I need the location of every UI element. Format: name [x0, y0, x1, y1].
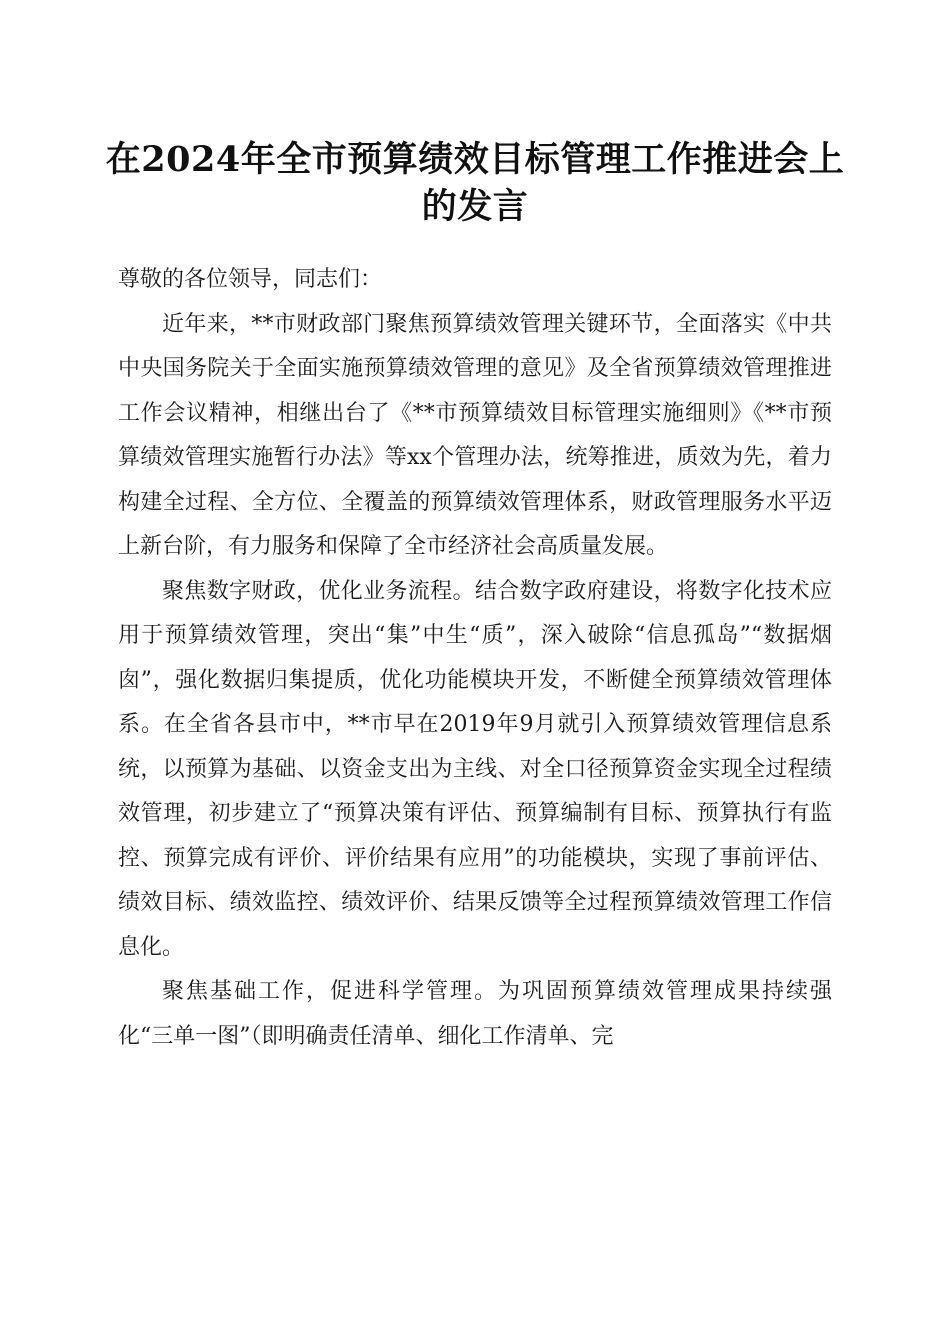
salutation: 尊敬的各位领导，同志们：	[118, 267, 383, 292]
document-title: 在2024年全市预算绩效目标管理工作推进会上的发言	[105, 139, 845, 227]
paragraph-digital-finance: 聚焦数字财政，优化业务流程。结合数字政府建设，将数字化技术应用于预算绩效管理，突出“集”中生“质”，深入破除“信息孤岛”“数据烟囱”，强化数据归集提质，优化功能模块开发，不断健全预算绩效管理体系。在全省各县市中，**市早在2019年9月就引入预算绩效管理信息系统，以预算为基础、以资金支出为主线、对全口径预算资金实现全过程绩效管理，初步建立了“预算决策有评估、预算编制有目标、预算执行有监控、预算完成有评价、评价结果有应用”的功能模块，实现了事前评估、绩效目标、绩效监控、绩效评价、结果反馈等全过程预算绩效管理工作信息化。	[118, 578, 832, 960]
document-body	[118, 258, 832, 1059]
paragraph-intro: 近年来，**市财政部门聚焦预算绩效管理关键环节，全面落实《中共中央国务院关于全面实施预算绩效管理的意见》及全省预算绩效管理推进工作会议精神，相继出台了《**市预算绩效目标管理实施细则》《**市预算绩效管理实施暂行办法》等xx个管理办法，统筹推进，质效为先，着力构建全过程、全方位、全覆盖的预算绩效管理体系，财政管理服务水平迈上新台阶，有力服务和保障了全市经济社会高质量发展。	[118, 311, 832, 559]
paragraph-basic-work: 聚焦基础工作，促进科学管理。为巩固预算绩效管理成果持续强化“三单一图”（即明确责任清单、细化工作清单、完	[118, 979, 832, 1049]
